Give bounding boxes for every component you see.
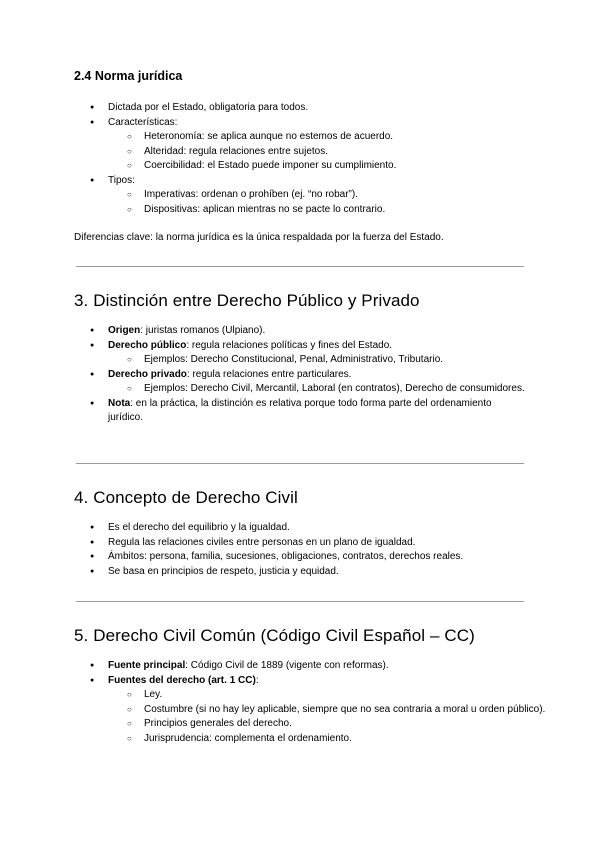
list-item: ● Características: — [74, 116, 396, 131]
section-3-list — [74, 324, 564, 426]
fuente-text: : Código Civil de 1889 (vigente con reformas). — [185, 660, 389, 671]
list-item: ● Ámbitos: persona, familia, sucesiones, obligaciones, contratos, derechos reales. — [74, 550, 463, 565]
list-item — [74, 368, 564, 383]
section-2-4-note: Diferencias clave: la norma jurídica es la única respaldada por la fuerza del Estado. — [74, 232, 444, 243]
sub-list-item: ○ Jurisprudencia: complementa el ordenamiento. — [74, 732, 589, 747]
fuentes-text: : — [255, 674, 259, 686]
list-item: ● Regula las relaciones civiles entre personas en un plano de igualdad. — [74, 536, 463, 551]
section-4-list — [74, 521, 463, 579]
publico-label: Derecho público — [108, 339, 187, 351]
sub-list-item: ○ Alteridad: regula relaciones entre sujetos. — [74, 145, 396, 160]
section-divider — [76, 463, 524, 464]
sub-list-item: ○ Ejemplos: Derecho Civil, Mercantil, Laboral (en contratos), Derecho de consumidores. — [74, 382, 564, 397]
sub-list-item: ○ Principios generales del derecho. — [74, 717, 589, 732]
list-item: ● Se basa en principios de respeto, justicia y equidad. — [74, 565, 463, 580]
sub-list-item: ○ Ley. — [74, 688, 589, 703]
list-item — [74, 339, 564, 354]
list-item — [74, 397, 498, 426]
fuentes-label: Fuentes del derecho (art. 1 CC) — [108, 674, 256, 686]
sub-list-item: ○ Heteronomía: se aplica aunque no estemos de acuerdo. — [74, 130, 396, 145]
nota-label: Nota — [108, 397, 131, 409]
privado-label: Derecho privado — [108, 368, 187, 380]
publico-text: : regula relaciones políticas y fines del Estado. — [186, 339, 393, 351]
origen-label: Origen — [108, 325, 141, 336]
fuente-label: Fuente principal — [108, 660, 186, 671]
sub-list-item: ○ Costumbre (si no hay ley aplicable, siempre que no sea contraria a moral u orden público). — [74, 703, 589, 718]
section-divider — [76, 601, 524, 602]
list-item: ● Es el derecho del equilibrio y la igualdad. — [74, 521, 463, 536]
list-item: ● Tipos: — [74, 174, 396, 189]
nota-text: : en la práctica, la distinción es relativa porque todo forma parte del ordenamiento jurídico. — [108, 397, 492, 423]
sub-list-item: ○ Dispositivas: aplican mientras no se pacte lo contrario. — [74, 203, 396, 218]
section-divider — [76, 266, 524, 267]
list-item: ● Dictada por el Estado, obligatoria para todos. — [74, 101, 396, 116]
section-2-4-list — [74, 101, 396, 217]
sub-list-item: ○ Coercibilidad: el Estado puede imponer su cumplimiento. — [74, 159, 396, 174]
list-item — [74, 674, 589, 689]
section-5-heading: 5. Derecho Civil Común (Código Civil Español – CC) — [74, 626, 475, 645]
section-2-4-heading: 2.4 Norma jurídica — [74, 69, 183, 83]
list-item — [74, 324, 564, 339]
origen-text: : juristas romanos (Ulpiano). — [140, 325, 266, 336]
privado-text: : regula relaciones entre particulares. — [186, 368, 352, 380]
sub-list-item: ○ Imperativas: ordenan o prohíben (ej. “no robar”). — [74, 188, 396, 203]
sub-list-item: ○ Ejemplos: Derecho Constitucional, Penal, Administrativo, Tributario. — [74, 353, 564, 368]
section-3-heading: 3. Distinción entre Derecho Público y Privado — [74, 291, 420, 310]
section-5-list — [74, 659, 589, 746]
section-4-heading: 4. Concepto de Derecho Civil — [74, 488, 298, 507]
list-item — [74, 659, 589, 674]
